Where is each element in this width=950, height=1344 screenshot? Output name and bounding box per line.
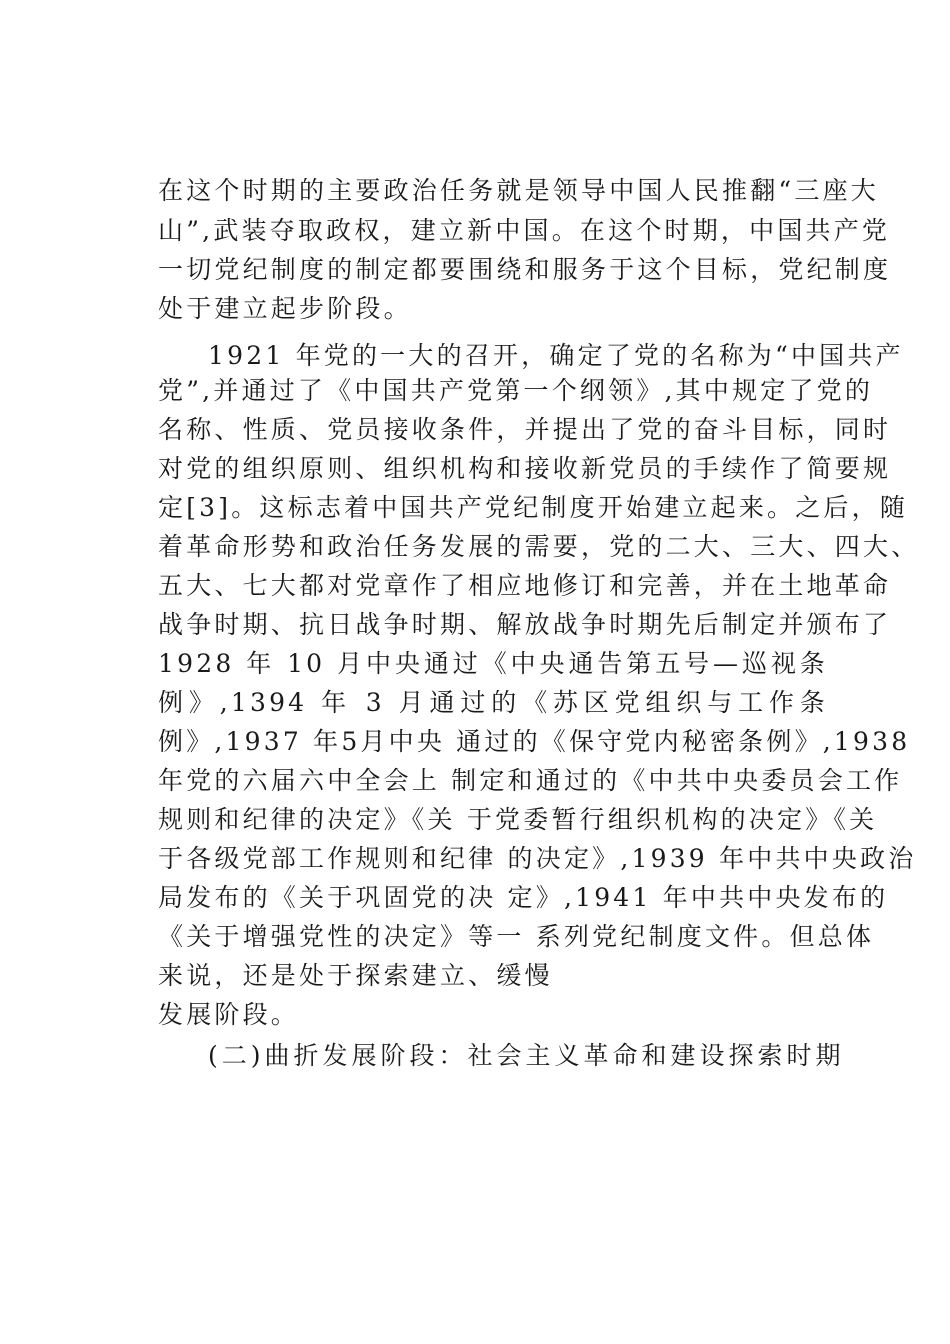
- paragraph-2-line-7: 五大、七大都对党章作了相应地修订和完善，并在土地革命: [158, 571, 892, 600]
- paragraph-2-line-13: 规则和纪律的决定》《关 于党委暂行组织机构的决定》《关: [158, 805, 878, 834]
- paragraph-1-line-2: 山”,武装夺取政权，建立新中国。在这个时期，中国共产党: [158, 216, 891, 245]
- paragraph-2-line-1: 1921 年党的一大的召开，确定了党的名称为“中国共产: [208, 341, 904, 370]
- paragraph-1-line-3: 一切党纪制度的制定都要围绕和服务于这个目标，党纪制度: [158, 255, 892, 284]
- paragraph-2-line-8: 战争时期、抗日战争时期、解放战争时期先后制定并颁布了: [158, 610, 892, 639]
- paragraph-2-line-6: 着革命形势和政治任务发展的需要，党的二大、三大、四大、: [158, 532, 920, 561]
- paragraph-2-line-9: 1928 年 10 月中央通过《中央通告第五号—巡视条: [158, 649, 828, 678]
- paragraph-2-line-2: 党”,并通过了《中国共产党第一个纲领》,其中规定了党的: [158, 376, 874, 405]
- paragraph-2-line-12: 年党的六届六中全会上 制定和通过的《中共中央委员会工作: [158, 766, 903, 795]
- paragraph-2-line-16: 《关于增强党性的决定》等一 系列党纪制度文件。但总体: [158, 922, 875, 951]
- paragraph-2-line-3: 名称、性质、党员接收条件，并提出了党的奋斗目标，同时: [158, 415, 892, 444]
- paragraph-1-line-4: 处于建立起步阶段。: [158, 294, 412, 323]
- section-heading: (二)曲折发展阶段：社会主义革命和建设探索时期: [208, 1041, 845, 1070]
- paragraph-2-line-5: 定[3]。这标志着中国共产党纪制度开始建立起来。之后，随: [158, 493, 909, 522]
- paragraph-1-line-1: 在这个时期的主要政治任务就是领导中国人民推翻“三座大: [158, 176, 879, 205]
- paragraph-2-line-18: 发展阶段。: [158, 1000, 300, 1029]
- paragraph-2-line-14: 于各级党部工作规则和纪律 的决定》,1939 年中共中央政治: [158, 844, 917, 873]
- paragraph-2-line-10: 例》,1394 年 3 月通过的《苏区党组织与工作条: [158, 688, 828, 717]
- paragraph-2-line-4: 对党的组织原则、组织机构和接收新党员的手续作了简要规: [158, 454, 892, 483]
- paragraph-2-line-15: 局发布的《关于巩固党的决 定》,1941 年中共中央发布的: [158, 883, 889, 912]
- paragraph-2-line-11: 例》,1937 年5月中央 通过的《保守党内秘密条例》,1938: [158, 727, 911, 756]
- paragraph-2-line-17: 来说，还是处于探索建立、缓慢: [158, 961, 553, 990]
